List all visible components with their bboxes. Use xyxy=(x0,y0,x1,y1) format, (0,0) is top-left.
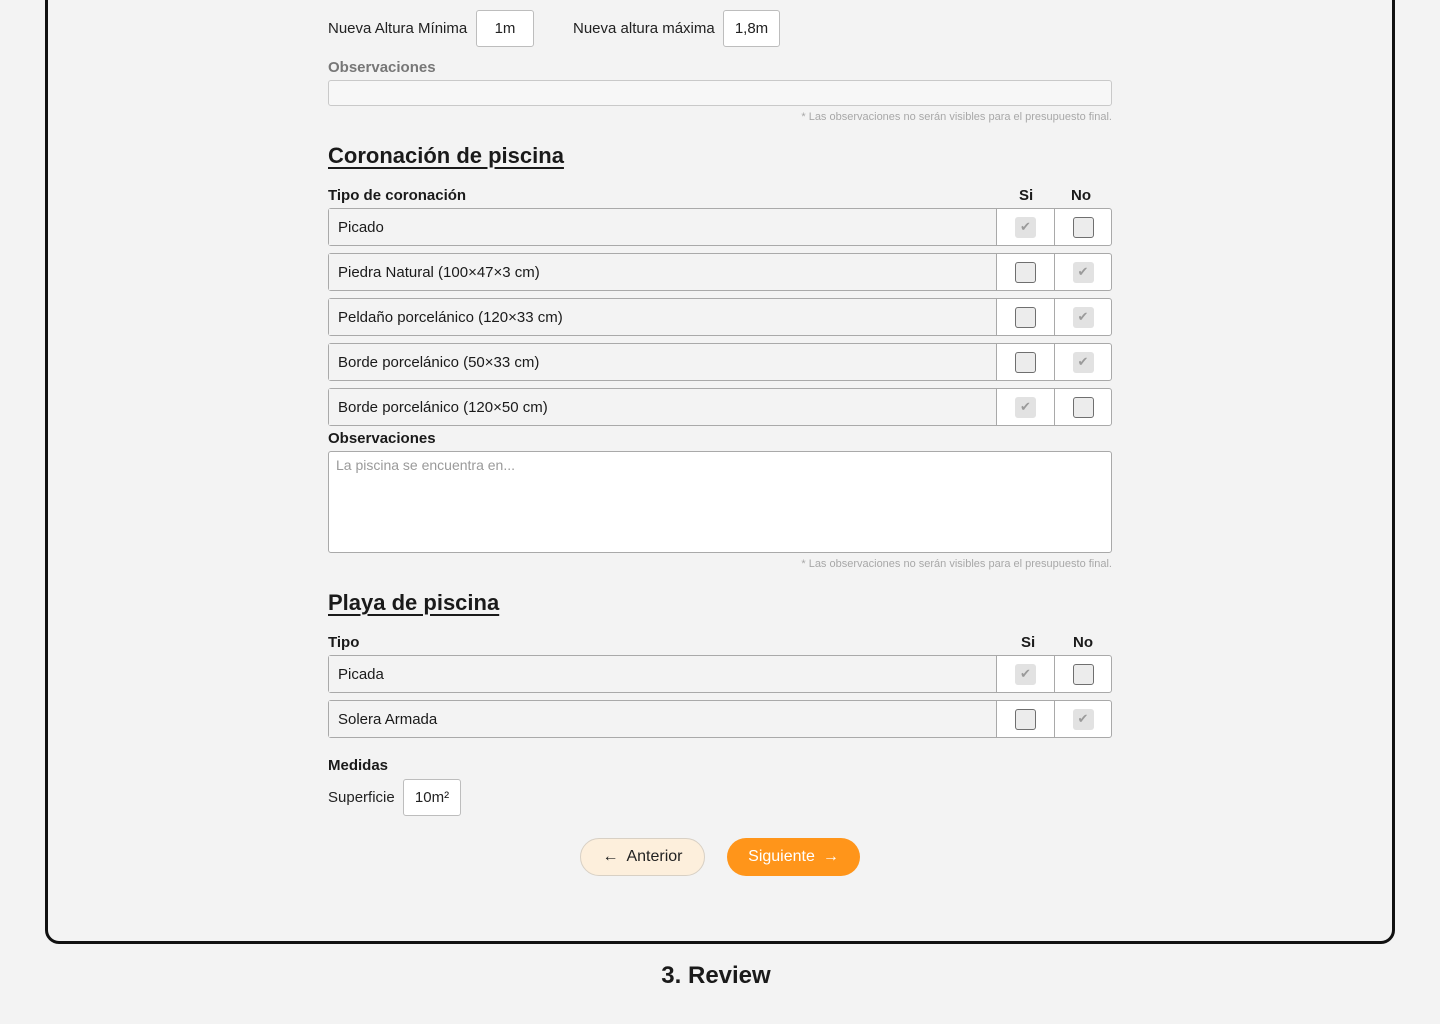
option-label: Piedra Natural (100×47×3 cm) xyxy=(329,254,997,290)
checkbox[interactable] xyxy=(1073,709,1094,730)
si-cell xyxy=(997,299,1054,335)
observations-label: Observaciones xyxy=(328,59,436,76)
checkbox[interactable] xyxy=(1073,397,1094,418)
no-cell xyxy=(1054,209,1111,245)
checkbox[interactable] xyxy=(1073,262,1094,283)
si-cell xyxy=(997,254,1054,290)
option-row xyxy=(328,253,1112,291)
si-cell xyxy=(997,209,1054,245)
previous-button[interactable] xyxy=(580,838,705,876)
section-title-playa: Playa de piscina xyxy=(328,590,500,615)
option-label: Peldaño porcelánico (120×33 cm) xyxy=(329,299,997,335)
no-cell xyxy=(1054,656,1111,692)
next-label: Siguiente xyxy=(748,848,815,865)
check-icon: ✔ xyxy=(1020,399,1031,414)
no-cell xyxy=(1054,389,1111,425)
coronacion-observations-label: Observaciones xyxy=(328,430,436,447)
option-label: Picado xyxy=(329,209,997,245)
check-icon: ✔ xyxy=(1020,666,1031,681)
coronacion-observations-textarea[interactable]: La piscina se encuentra en... xyxy=(328,451,1112,553)
checkbox[interactable] xyxy=(1015,709,1036,730)
arrow-left-icon: ← xyxy=(602,848,619,865)
col-header-si: Si xyxy=(1019,187,1034,204)
no-cell xyxy=(1054,299,1111,335)
check-icon: ✔ xyxy=(1077,711,1089,726)
checkbox[interactable] xyxy=(1015,397,1036,418)
option-label: Picada xyxy=(329,656,997,692)
option-row xyxy=(328,343,1112,381)
option-row xyxy=(328,655,1112,693)
checkbox[interactable] xyxy=(1073,664,1094,685)
previous-label: Anterior xyxy=(626,848,683,865)
check-icon: ✔ xyxy=(1077,309,1089,324)
checkbox[interactable] xyxy=(1073,307,1094,328)
observations-input[interactable] xyxy=(328,80,1112,106)
medidas-label: Medidas xyxy=(328,757,389,774)
option-row xyxy=(328,388,1112,426)
observations-note: * Las observaciones no serán visibles para el presupuesto final. xyxy=(801,111,1112,123)
checkbox[interactable] xyxy=(1015,262,1036,283)
min-height-input[interactable]: 1m xyxy=(476,10,534,47)
option-label: Solera Armada xyxy=(329,701,997,737)
option-label: Borde porcelánico (50×33 cm) xyxy=(329,344,997,380)
checkbox[interactable] xyxy=(1073,217,1094,238)
check-icon: ✔ xyxy=(1020,219,1031,234)
superficie-input[interactable]: 10m² xyxy=(403,779,461,816)
next-button[interactable] xyxy=(727,838,860,876)
checkbox[interactable] xyxy=(1015,307,1036,328)
si-cell xyxy=(997,389,1054,425)
col-header-type: Tipo xyxy=(328,634,360,651)
option-row xyxy=(328,208,1112,246)
option-row xyxy=(328,700,1112,738)
coronacion-observations-note: * Las observaciones no serán visibles para el presupuesto final. xyxy=(801,558,1112,570)
arrow-right-icon: → xyxy=(822,848,839,865)
section-title-coronacion: Coronación de piscina xyxy=(328,143,564,168)
min-height-label: Nueva Altura Mínima xyxy=(328,20,468,37)
si-cell xyxy=(997,701,1054,737)
no-cell xyxy=(1054,701,1111,737)
caption: 3. Review xyxy=(661,962,771,989)
checkbox[interactable] xyxy=(1015,217,1036,238)
max-height-input[interactable]: 1,8m xyxy=(723,10,780,47)
superficie-label: Superficie xyxy=(328,789,395,806)
option-row xyxy=(328,298,1112,336)
checkbox[interactable] xyxy=(1073,352,1094,373)
si-cell xyxy=(997,656,1054,692)
col-header-type: Tipo de coronación xyxy=(328,187,467,204)
col-header-no: No xyxy=(1073,634,1093,651)
check-icon: ✔ xyxy=(1077,354,1089,369)
col-header-no: No xyxy=(1071,187,1091,204)
checkbox[interactable] xyxy=(1015,352,1036,373)
check-icon: ✔ xyxy=(1077,264,1089,279)
option-label: Borde porcelánico (120×50 cm) xyxy=(329,389,997,425)
no-cell xyxy=(1054,344,1111,380)
max-height-label: Nueva altura máxima xyxy=(573,20,715,37)
checkbox[interactable] xyxy=(1015,664,1036,685)
no-cell xyxy=(1054,254,1111,290)
col-header-si: Si xyxy=(1021,634,1036,651)
si-cell xyxy=(997,344,1054,380)
